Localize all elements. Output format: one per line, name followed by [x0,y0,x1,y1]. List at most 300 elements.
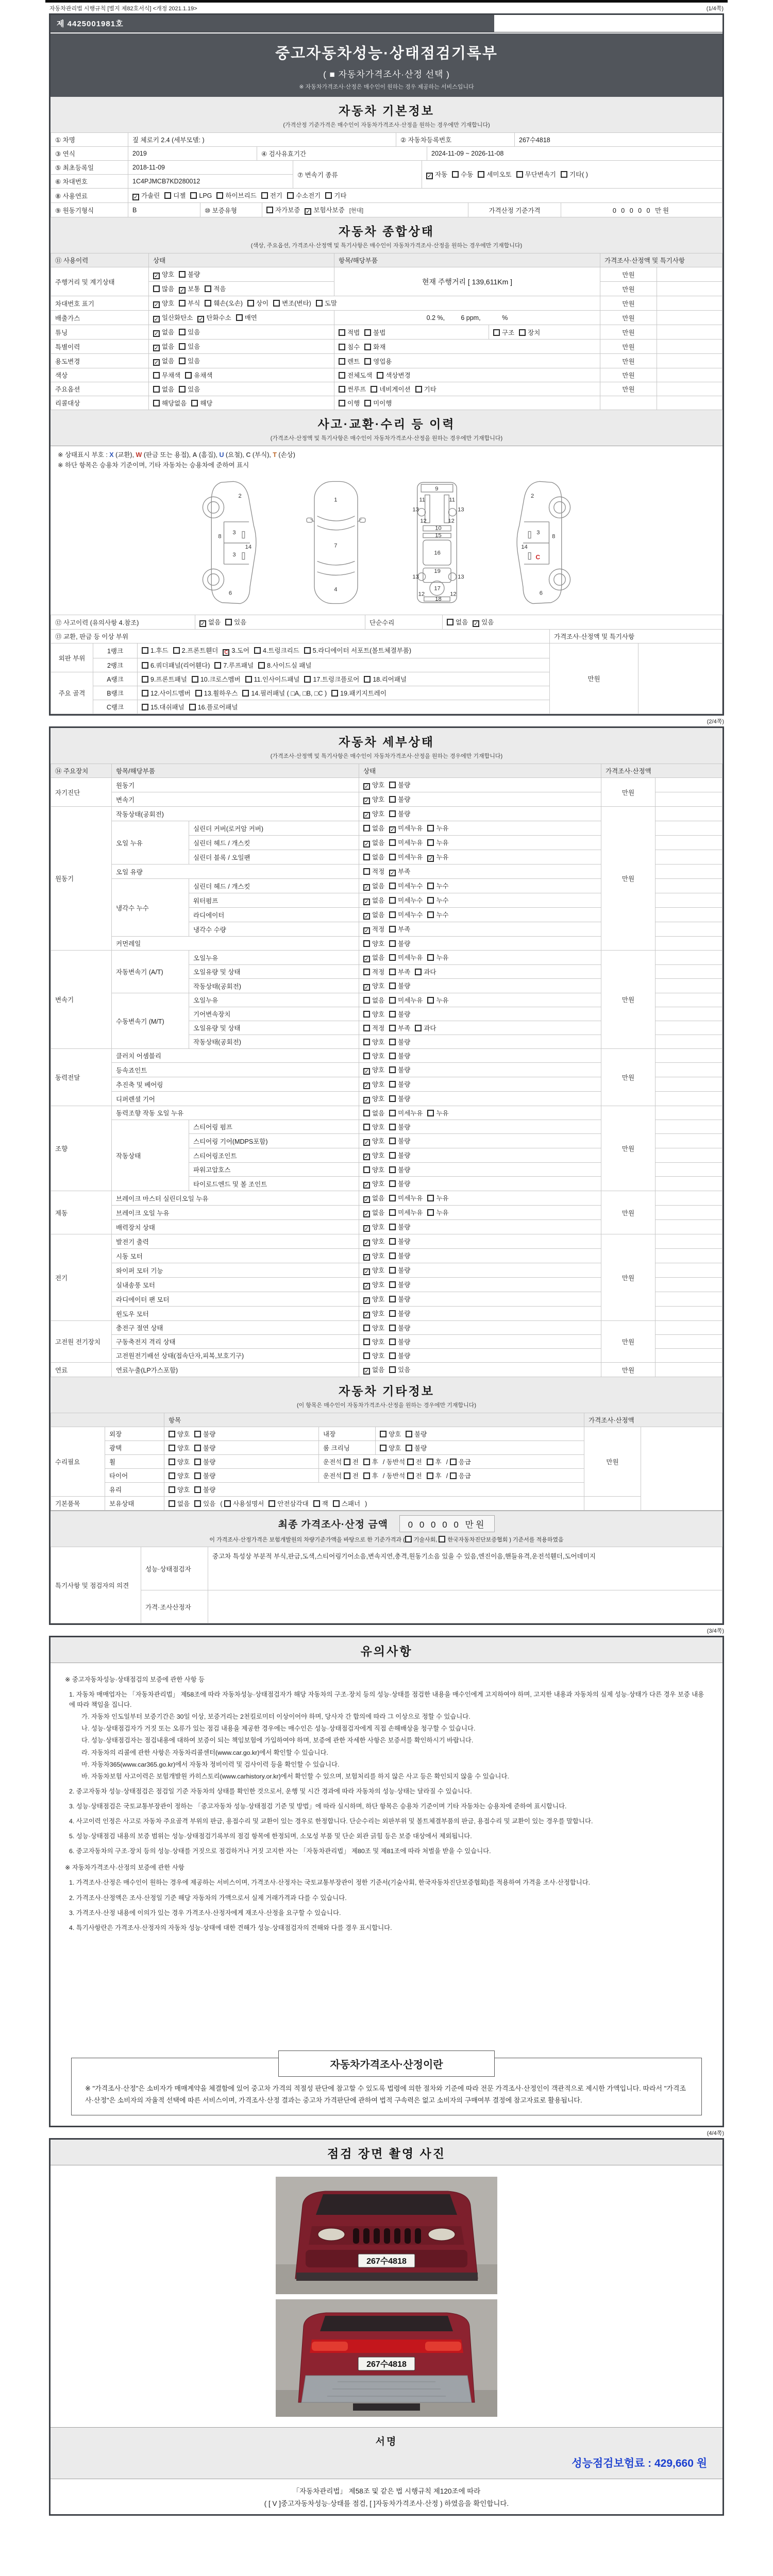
checkbox[interactable]: ✓ [364,1154,369,1160]
check-option[interactable] [415,1023,436,1032]
check-option[interactable] [325,191,346,200]
checkbox[interactable] [363,1166,370,1173]
checkbox[interactable] [273,300,280,307]
check-option[interactable] [153,298,174,308]
check-option[interactable] [363,1265,384,1275]
checkbox[interactable] [389,1195,396,1201]
checkbox[interactable] [389,1053,396,1059]
checkbox[interactable] [333,1500,340,1507]
checkbox[interactable]: ✓ [364,1069,369,1075]
check-option[interactable] [313,1499,328,1508]
checkbox[interactable] [363,1472,370,1479]
checkbox[interactable] [427,1209,434,1216]
check-option[interactable] [363,967,384,976]
checkbox[interactable] [389,1039,396,1045]
checkbox[interactable] [389,1325,396,1331]
check-option[interactable] [427,1193,448,1202]
checkbox[interactable] [389,911,396,918]
checkbox[interactable] [363,1110,370,1116]
checkbox[interactable]: ✓ [427,173,432,179]
checkbox[interactable]: ✓ [364,1197,369,1203]
checkbox[interactable] [407,1459,414,1465]
check-option[interactable] [363,1236,384,1246]
check-option[interactable] [363,1309,384,1318]
check-option[interactable] [363,910,384,920]
check-option[interactable] [407,1471,422,1480]
check-option[interactable] [194,1471,215,1480]
check-option[interactable] [173,646,219,655]
check-option[interactable] [389,809,410,818]
check-option[interactable] [389,1323,410,1332]
check-option[interactable] [427,910,448,919]
check-option[interactable] [339,398,360,408]
check-option[interactable] [192,674,241,684]
check-option[interactable] [389,1294,410,1303]
checkbox[interactable] [427,911,434,918]
checkbox[interactable]: ✓ [364,956,369,962]
checkbox[interactable]: ✓ [364,1240,369,1246]
check-option[interactable] [179,298,200,308]
check-option[interactable] [363,823,384,833]
check-option[interactable] [287,191,321,200]
checkbox[interactable]: ✓ [364,1226,369,1232]
checkbox[interactable] [179,329,186,335]
checkbox[interactable] [363,940,370,947]
checkbox[interactable]: ✓ [364,985,369,991]
checkbox[interactable] [363,854,370,860]
checkbox[interactable] [389,1252,396,1259]
check-option[interactable] [169,1457,190,1466]
check-option[interactable] [205,284,226,293]
check-option[interactable] [132,191,160,200]
checkbox[interactable]: ✓ [364,1283,369,1290]
check-option[interactable] [179,269,200,279]
checkbox[interactable] [389,1152,396,1159]
checkbox[interactable] [195,690,202,697]
checkbox[interactable] [427,997,434,1004]
checkbox[interactable] [389,1124,396,1130]
checkbox[interactable] [389,1224,396,1230]
checkbox[interactable] [363,1124,370,1130]
check-option[interactable] [389,895,423,905]
check-option[interactable] [363,809,384,819]
checkbox[interactable] [153,372,160,379]
checkbox[interactable] [389,1296,396,1302]
check-option[interactable] [305,205,344,215]
check-option[interactable] [427,1208,448,1217]
checkbox[interactable] [189,704,196,710]
checkbox[interactable] [268,1500,275,1507]
checkbox[interactable] [363,1039,370,1045]
check-option[interactable] [153,356,174,366]
check-option[interactable] [389,1365,410,1374]
checkbox[interactable] [389,1166,396,1173]
checkbox[interactable] [190,192,197,199]
check-option[interactable] [268,1499,308,1508]
check-option[interactable] [363,995,384,1005]
checkbox[interactable]: ✓ [364,1182,369,1189]
checkbox[interactable]: ✓ [133,194,139,200]
check-option[interactable] [363,1294,384,1304]
checkbox[interactable] [427,883,434,889]
checkbox[interactable]: ✓ [154,273,159,279]
check-option[interactable] [304,674,359,684]
checkbox[interactable] [389,1209,396,1216]
checkbox[interactable] [493,329,500,336]
checkbox[interactable] [142,647,148,654]
check-option[interactable] [223,646,249,656]
checkbox[interactable]: ✓ [180,287,185,294]
checkbox[interactable]: ✓ [364,1269,369,1275]
checkbox[interactable] [258,662,265,669]
checkbox[interactable] [450,1459,457,1465]
checkbox[interactable] [363,1025,370,1031]
checkbox[interactable] [389,1138,396,1144]
check-option[interactable] [389,867,410,876]
check-option[interactable] [194,1457,215,1466]
checkbox[interactable]: ✓ [428,856,433,862]
checkbox[interactable] [389,883,396,889]
check-option[interactable] [179,342,200,351]
check-option[interactable] [363,1251,384,1261]
checkbox[interactable] [389,1310,396,1317]
checkbox[interactable] [339,372,345,379]
check-option[interactable] [406,1429,427,1438]
check-option[interactable] [339,328,360,337]
check-option[interactable] [236,313,257,322]
checkbox[interactable]: ✓ [390,870,395,876]
check-option[interactable] [216,191,256,200]
check-option[interactable] [258,660,311,670]
checkbox[interactable] [389,854,396,860]
check-option[interactable] [344,1457,359,1466]
checkbox[interactable]: ✓ [154,360,159,366]
check-option[interactable] [363,867,384,876]
checkbox[interactable] [169,1500,175,1507]
checkbox[interactable] [339,358,345,365]
checkbox[interactable] [389,969,396,975]
check-option[interactable] [363,1150,384,1160]
check-option[interactable] [169,1485,190,1494]
checkbox[interactable] [389,1110,396,1116]
check-option[interactable] [169,1429,190,1438]
check-option[interactable] [389,939,410,948]
checkbox[interactable] [389,782,396,788]
checkbox[interactable] [389,1095,396,1102]
checkbox[interactable] [407,1472,414,1479]
checkbox[interactable] [169,1486,175,1493]
check-option[interactable] [363,1009,384,1019]
checkbox[interactable]: ✓ [364,913,369,920]
checkbox[interactable] [364,329,371,336]
checkbox[interactable] [447,619,453,625]
check-option[interactable] [142,674,187,684]
check-option[interactable] [194,1485,215,1494]
checkbox[interactable] [363,1011,370,1018]
check-option[interactable] [363,1351,384,1360]
checkbox[interactable]: ✓ [364,1368,369,1375]
checkbox[interactable] [519,329,526,336]
checkbox[interactable]: C [223,649,229,656]
checkbox[interactable] [363,868,370,875]
check-option[interactable] [364,342,385,351]
check-option[interactable] [363,1079,384,1089]
check-option[interactable] [153,370,180,380]
checkbox[interactable] [169,1431,175,1437]
check-option[interactable] [427,895,448,905]
check-option[interactable] [363,1023,384,1032]
checkbox[interactable] [179,271,186,278]
check-option[interactable] [261,191,282,200]
check-option[interactable] [380,1429,401,1438]
checkbox[interactable] [452,171,459,178]
checkbox[interactable] [339,400,345,406]
checkbox[interactable] [389,1267,396,1274]
checkbox[interactable]: ✓ [154,345,159,351]
check-option[interactable] [519,328,540,337]
check-option[interactable] [364,674,407,684]
checkbox[interactable]: ✓ [154,302,159,308]
checkbox[interactable] [164,192,171,199]
checkbox[interactable] [153,285,160,292]
check-option[interactable] [339,384,366,394]
checkbox[interactable]: ✓ [154,316,159,323]
check-option[interactable] [363,1165,384,1174]
checkbox[interactable] [389,1352,396,1359]
check-option[interactable] [191,398,212,408]
checkbox[interactable] [214,662,221,669]
checkbox[interactable] [364,358,371,365]
check-option[interactable] [427,852,448,862]
checkbox[interactable] [344,1459,350,1465]
check-option[interactable] [363,953,384,962]
check-option[interactable] [473,617,494,627]
checkbox[interactable] [304,647,311,654]
checkbox[interactable]: ✓ [306,209,311,215]
checkbox[interactable] [380,1445,386,1451]
checkbox[interactable] [389,997,396,1004]
checkbox[interactable] [316,300,323,307]
check-option[interactable] [389,838,423,847]
checkbox[interactable] [389,1011,396,1018]
check-option[interactable] [363,924,384,934]
check-option[interactable] [389,1265,410,1275]
checkbox[interactable] [313,1500,320,1507]
checkbox[interactable] [173,647,180,654]
check-option[interactable] [363,1037,384,1046]
checkbox[interactable] [516,171,523,178]
check-option[interactable] [164,191,186,200]
checkbox[interactable] [236,314,243,321]
check-option[interactable] [190,192,212,199]
checkbox[interactable] [389,1366,396,1373]
check-option[interactable] [214,660,254,670]
check-option[interactable] [153,398,187,408]
checkbox[interactable] [339,386,345,393]
check-option[interactable] [427,953,448,962]
checkbox[interactable] [389,926,396,933]
check-option[interactable] [363,794,384,804]
check-option[interactable] [377,370,410,380]
check-option[interactable] [427,1108,448,1117]
check-option[interactable] [363,780,384,790]
check-option[interactable] [450,1457,471,1466]
checkbox[interactable] [389,1338,396,1345]
checkbox[interactable] [380,1431,386,1437]
check-option[interactable] [195,688,238,698]
checkbox[interactable] [439,1536,445,1543]
check-option[interactable] [389,995,423,1005]
check-option[interactable] [363,1108,384,1117]
check-option[interactable] [142,660,210,670]
checkbox[interactable] [364,344,371,350]
checkbox[interactable] [427,1110,434,1116]
check-option[interactable] [363,1280,384,1290]
checkbox[interactable] [224,1500,231,1507]
check-option[interactable] [389,1065,410,1074]
check-option[interactable] [363,852,384,861]
check-option[interactable] [169,1471,190,1480]
checkbox[interactable] [389,897,396,904]
check-option[interactable] [339,342,360,351]
check-option[interactable] [179,384,200,394]
check-option[interactable] [142,702,184,711]
check-option[interactable] [363,1051,384,1060]
checkbox[interactable] [247,300,254,307]
checkbox[interactable] [331,690,338,697]
check-option[interactable] [363,838,384,848]
checkbox[interactable]: ✓ [364,841,369,848]
check-option[interactable] [331,688,386,698]
check-option[interactable] [389,910,423,919]
check-option[interactable] [363,1094,384,1104]
checkbox[interactable] [389,1081,396,1088]
check-option[interactable] [169,1499,190,1508]
checkbox[interactable] [478,171,484,178]
check-option[interactable] [153,313,193,323]
check-option[interactable] [247,298,268,308]
check-option[interactable] [363,1471,378,1480]
check-option[interactable] [389,1079,410,1089]
checkbox[interactable] [415,969,422,975]
check-option[interactable] [478,170,511,179]
checkbox[interactable] [389,839,396,846]
checkbox[interactable] [339,344,345,350]
check-option[interactable] [363,1065,384,1075]
check-option[interactable] [363,1179,384,1189]
checkbox[interactable]: ✓ [198,316,204,323]
checkbox[interactable] [205,285,211,292]
check-option[interactable] [427,995,448,1005]
checkbox[interactable] [389,810,396,817]
check-option[interactable] [389,1136,410,1145]
check-option[interactable] [389,1222,410,1231]
check-option[interactable] [389,1351,410,1360]
checkbox[interactable] [169,1459,175,1465]
checkbox[interactable] [142,662,148,669]
checkbox[interactable] [179,300,186,307]
checkbox[interactable]: ✓ [364,1097,369,1104]
check-option[interactable] [316,298,337,308]
checkbox[interactable] [363,1325,370,1331]
checkbox[interactable] [364,676,371,683]
check-option[interactable] [344,1471,359,1480]
check-option[interactable] [389,953,423,962]
checkbox[interactable] [415,1025,422,1031]
check-option[interactable] [179,356,200,365]
checkbox[interactable] [245,676,252,683]
check-option[interactable] [363,881,384,891]
checkbox[interactable] [153,386,160,393]
check-option[interactable] [199,617,221,627]
checkbox[interactable] [389,1180,396,1187]
check-option[interactable] [363,1323,384,1332]
check-option[interactable] [389,823,423,833]
check-option[interactable] [427,1457,442,1466]
check-option[interactable] [415,967,436,976]
check-option[interactable] [389,1193,423,1202]
checkbox[interactable]: ✓ [364,1255,369,1261]
checkbox[interactable] [427,954,434,961]
check-option[interactable] [245,674,300,684]
checkbox[interactable]: ✓ [364,1083,369,1089]
check-option[interactable] [242,688,327,698]
checkbox[interactable]: ✓ [364,885,369,891]
check-option[interactable] [389,881,423,890]
checkbox[interactable] [561,171,567,178]
checkbox[interactable] [191,400,198,406]
checkbox[interactable] [194,1486,201,1493]
checkbox[interactable] [325,192,332,199]
checkbox[interactable]: ✓ [364,1140,369,1146]
check-option[interactable] [389,1037,410,1046]
check-option[interactable] [254,646,299,655]
checkbox[interactable] [450,1472,457,1479]
checkbox[interactable] [427,825,434,832]
checkbox[interactable] [194,1500,201,1507]
checkbox[interactable] [185,372,192,379]
check-option[interactable] [389,1236,410,1246]
check-option[interactable] [363,1337,384,1346]
check-option[interactable] [304,646,411,655]
check-option[interactable] [415,384,436,394]
check-option[interactable] [169,1443,190,1452]
check-option[interactable] [407,1457,422,1466]
check-option[interactable] [439,1535,508,1544]
check-option[interactable] [153,342,174,351]
check-option[interactable] [142,646,169,655]
checkbox[interactable] [389,1025,396,1031]
checkbox[interactable] [179,358,186,364]
checkbox[interactable] [406,1431,412,1437]
checkbox[interactable]: ✓ [364,1312,369,1318]
check-option[interactable] [452,170,473,179]
check-option[interactable] [197,313,231,323]
check-option[interactable] [389,794,410,804]
check-option[interactable] [266,205,300,214]
check-option[interactable] [561,170,588,179]
check-option[interactable] [493,328,514,337]
checkbox[interactable] [389,1066,396,1073]
check-option[interactable] [389,852,423,861]
check-option[interactable] [153,284,174,293]
checkbox[interactable] [266,207,273,213]
check-option[interactable] [224,1499,264,1508]
checkbox[interactable] [363,1352,370,1359]
checkbox[interactable] [304,676,311,683]
check-option[interactable] [406,1443,427,1452]
check-option[interactable] [364,357,392,366]
